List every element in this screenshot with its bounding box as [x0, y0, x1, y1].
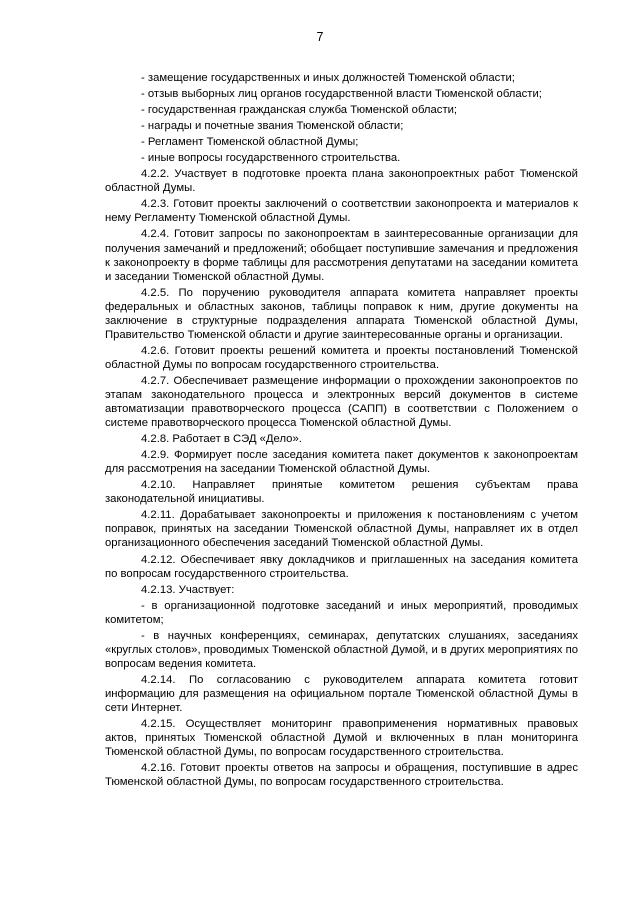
paragraph: 4.2.14. По согласованию с руководителем аппарата комитета готовит информацию для размещения на официальном портале Тюменской областной Думы в сети Интернет.: [105, 673, 578, 714]
paragraph: 4.2.11. Дорабатывает законопроекты и приложения к постановлениям с учетом поправок, принятых на заседании Тюменской областной Думы, направляет их в отдел организационного обеспечения заседаний Тюменской областной Думы.: [105, 509, 578, 550]
paragraph: - отзыв выборных лиц органов государственной власти Тюменской области;: [141, 88, 542, 101]
paragraph: 4.2.15. Осуществляет мониторинг правоприменения нормативных правовых актов, принятых Тюменской областной Думой и включенных в план мониторинга Тюменской областной Думы, по вопросам государственного строительства.: [105, 718, 578, 759]
paragraph: 4.2.7. Обеспечивает размещение информации о прохождении законопроектов по этапам законодательного процесса и электронных версий документов в системе автоматизации правотворческого процесса (САПП) в соответствии с Положением о системе правотворческого процесса Тюменской областной Думы.: [105, 374, 578, 430]
paragraph: - в организационной подготовке заседаний и иных мероприятий, проводимых комитетом;: [105, 599, 578, 626]
paragraph: 4.2.9. Формирует после заседания комитета пакет документов к законопроектам для рассмотрения на заседании Тюменской областной Думы.: [105, 449, 578, 476]
paragraph: 4.2.12. Обеспечивает явку докладчиков и приглашенных на заседания комитета по вопросам государственного строительства.: [105, 553, 578, 580]
paragraph: - иные вопросы государственного строительства.: [141, 152, 401, 165]
paragraph: - замещение государственных и иных должностей Тюменской области;: [141, 72, 515, 84]
document-body: [105, 71, 578, 791]
paragraph: 4.2.10. Направляет принятые комитетом решения субъектам права законодательной инициативы.: [105, 479, 578, 506]
paragraph: 4.2.3. Готовит проекты заключений о соответствии законопроекта и материалов к нему Регламенту Тюменской областной Думы.: [105, 198, 578, 225]
paragraph: 4.2.13. Участвует:: [141, 583, 235, 596]
paragraph: 4.2.16. Готовит проекты ответов на запросы и обращения, поступившие в адрес Тюменской областной Думы, по вопросам государственного строительства.: [105, 762, 578, 789]
paragraph: - в научных конференциях, семинарах, депутатских слушаниях, заседаниях «круглых столов», проводимых Тюменской областной Думой, и в других мероприятиях по вопросам ведения комитета.: [105, 629, 578, 670]
paragraph: 4.2.8. Работает в СЭД «Дело».: [141, 433, 302, 446]
paragraph: - Регламент Тюменской областной Думы;: [141, 136, 359, 149]
paragraph: 4.2.2. Участвует в подготовке проекта плана законопроектных работ Тюменской областной Думы.: [105, 168, 578, 195]
paragraph: - государственная гражданская служба Тюменской области;: [141, 104, 458, 117]
paragraph: 4.2.4. Готовит запросы по законопроектам в заинтересованные организации для получения замечаний и предложений; обобщает поступившие замечания и предложения к законопроекту в форме таблицы для рассмотрения депутатами на заседании комитета и заседании Тюменской областной Думы.: [105, 228, 578, 283]
paragraph: - награды и почетные звания Тюменской области;: [141, 120, 404, 133]
paragraph: 4.2.5. По поручению руководителя аппарата комитета направляет проекты федеральных и областных законов, таблицы поправок к ним, другие документы на заключение в структурные подразделения аппарата Тюменской областной Думы, Правительство Тюменской области и другие заинтересованные органы и организации.: [105, 286, 578, 341]
page-number: 7: [316, 30, 324, 44]
paragraph: 4.2.6. Готовит проекты решений комитета и проекты постановлений Тюменской областной Думы по вопросам государственного строительства.: [105, 344, 578, 371]
